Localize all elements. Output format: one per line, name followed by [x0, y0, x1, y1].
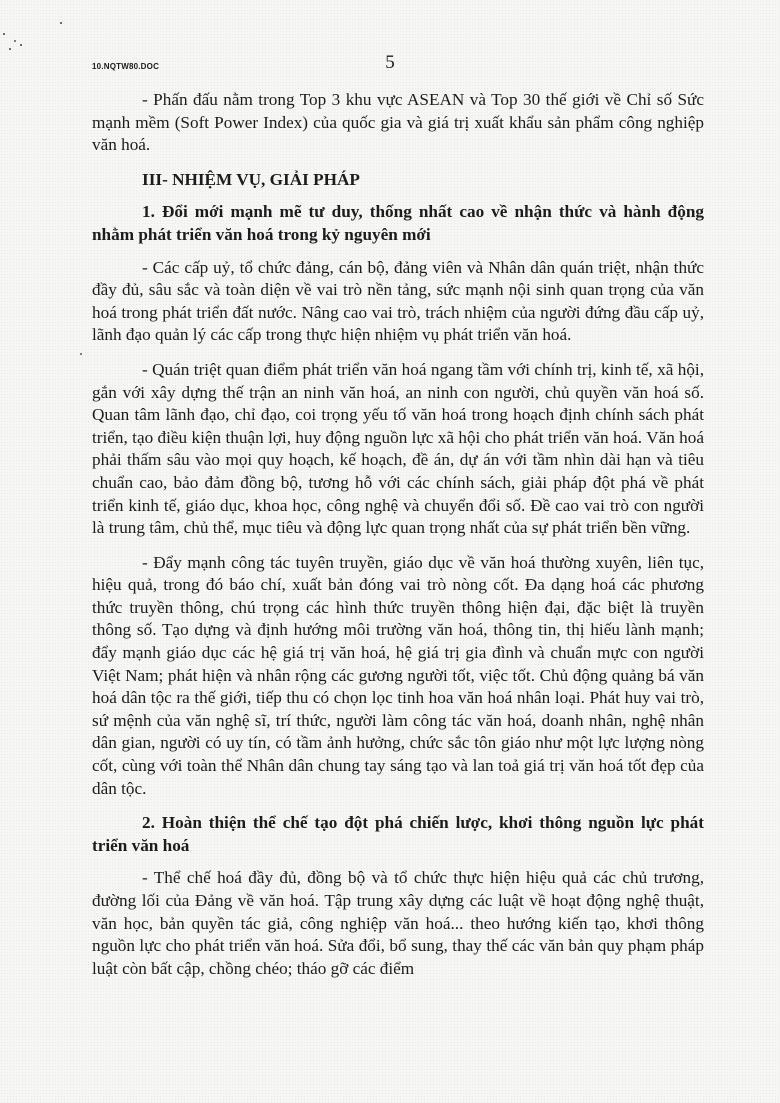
subheading-1: 1. Đổi mới mạnh mẽ tư duy, thống nhất cao về nhận thức và hành động nhằm phát triển văn hoá trong kỷ nguyên mới: [92, 202, 704, 244]
paragraph-policy: - Quán triệt quan điểm phát triển văn hoá ngang tầm với chính trị, kinh tế, xã hội, gắn với xây dựng thế trận an ninh văn hoá, an ninh con người, chủ quyền văn hoá số. Quan tâm lãnh đạo, chỉ đạo, coi trọng yếu tố văn hoá trong hoạch định chính sách phát triển, tạo điều kiện thuận lợi, huy động nguồn lực xã hội cho phát triển văn hoá. Văn hoá phải thấm sâu vào mọi quy hoạch, kế hoạch, đề án, dự án với tầm nhìn dài hạn và tiêu chuẩn cao, bảo đảm đồng bộ, tương hỗ với các chính sách, giải pháp đột phá về phát triển kinh tế, giáo dục, khoa học, công nghệ và chuyển đổi số. Đề cao vai trò con người là trung tâm, chủ thể, mục tiêu và động lực quan trọng nhất của sự phát triển bền vững.: [92, 359, 704, 538]
paragraph-goal: - Phấn đấu nằm trong Top 3 khu vực ASEAN và Top 30 thế giới về Chỉ số Sức mạnh mềm (Soft Power Index) của quốc gia và giá trị xuất khẩu sản phẩm công nghiệp văn hoá.: [92, 90, 704, 155]
scan-speck: [9, 48, 11, 50]
paragraph-awareness: - Các cấp uỷ, tổ chức đảng, cán bộ, đảng viên và Nhân dân quán triệt, nhận thức đầy đủ, sâu sắc và toàn diện về vai trò nền tảng, sức mạnh nội sinh quan trọng của văn hoá trong phát triển đất nước. Nâng cao vai trò, trách nhiệm của người đứng đầu cấp uỷ, lãnh đạo quản lý các cấp trong thực hiện nhiệm vụ phát triển văn hoá.: [92, 257, 704, 345]
section-heading: III- NHIỆM VỤ, GIẢI PHÁP: [142, 169, 360, 189]
scan-speck: [60, 22, 62, 24]
subheading-2: 2. Hoàn thiện thể chế tạo đột phá chiến lược, khơi thông nguồn lực phát triển văn hoá: [92, 813, 704, 855]
page-number: 5: [385, 52, 395, 73]
paragraph-communication: - Đẩy mạnh công tác tuyên truyền, giáo dục về văn hoá thường xuyên, liên tục, hiệu quả, trong đó báo chí, xuất bản đóng vai trò nòng cốt. Đa dạng hoá các phương thức truyền thông, chú trọng các hình thức truyền thông hiện đại, đặc biệt là truyền thông số. Tạo dựng và định hướng môi trường văn hoá, thông tin, thị hiếu lành mạnh; đẩy mạnh giáo dục các hệ giá trị văn hoá, hệ giá trị gia đình và chuẩn mực con người Việt Nam; phát hiện và nhân rộng các gương người tốt, việc tốt. Chủ động quảng bá văn hoá dân tộc ra thế giới, tiếp thu có chọn lọc tinh hoa văn hoá nhân loại. Phát huy vai trò, sứ mệnh của văn nghệ sĩ, trí thức, người làm công tác văn hoá, doanh nhân, nghệ nhân dân gian, người có uy tín, có tầm ảnh hưởng, chức sắc tôn giáo như một lực lượng nòng cốt, cùng với toàn thể Nhân dân chung tay sáng tạo và lan toả giá trị văn hoá tốt đẹp của dân tộc.: [92, 552, 704, 798]
document-reference: 10.NQTW80.DOC: [92, 62, 160, 71]
scan-speck: [20, 44, 22, 46]
paragraph-institution: - Thể chế hoá đầy đủ, đồng bộ và tổ chức thực hiện hiệu quả các chủ trương, đường lối của Đảng về văn hoá. Tập trung xây dựng các luật về hoạt động nghệ thuật, văn học, bản quyền tác giả, công nghiệp văn hoá... theo hướng kiến tạo, khơi thông nguồn lực cho phát triển văn hoá. Sửa đổi, bổ sung, thay thế các văn bản quy phạm pháp luật còn bất cập, chồng chéo; tháo gỡ các điểm: [92, 868, 704, 978]
scan-speck: [80, 353, 82, 355]
document-body: [92, 89, 704, 980]
scan-speck: [14, 40, 16, 42]
scan-speck: [3, 33, 5, 35]
